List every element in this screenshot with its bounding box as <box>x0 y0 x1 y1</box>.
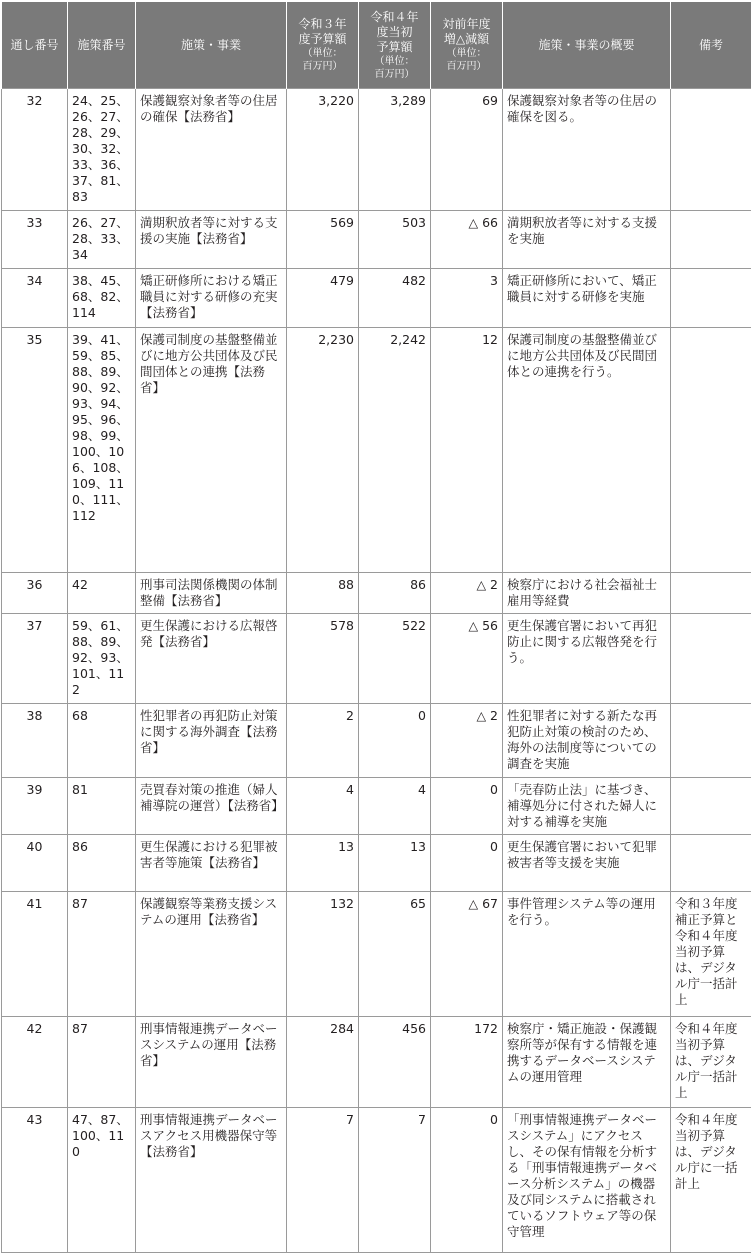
cell-budget-r3: 132 <box>287 892 359 1017</box>
table-row <box>2 269 751 328</box>
cell-budget-r3: 3,220 <box>287 89 359 211</box>
cell-measure: 満期釈放者等に対する支援の実施【法務省】 <box>136 211 287 269</box>
table-row <box>2 704 751 778</box>
cell-budget-r3: 2,230 <box>287 328 359 573</box>
cell-diff: 0 <box>431 1108 503 1253</box>
table-row <box>2 1108 751 1253</box>
cell-budget-r4: 86 <box>359 573 431 614</box>
header-diff-line: 対前年度 <box>442 17 490 31</box>
cell-seq: 34 <box>2 269 68 328</box>
cell-remarks <box>671 778 751 835</box>
cell-summary: 検察庁における社会福祉士雇用等経費 <box>503 573 671 614</box>
cell-budget-r4: 482 <box>359 269 431 328</box>
cell-budget-r3: 578 <box>287 614 359 704</box>
cell-budget-r4: 522 <box>359 614 431 704</box>
header-budget-r4-line: 予算額 <box>376 40 412 54</box>
cell-seq: 40 <box>2 835 68 892</box>
table-row <box>2 328 751 573</box>
cell-policy-no: 87 <box>68 892 136 1017</box>
cell-budget-r4: 0 <box>359 704 431 778</box>
cell-summary: 満期釈放者等に対する支援を実施 <box>503 211 671 269</box>
cell-policy-no: 47、87、100、110 <box>68 1108 136 1253</box>
cell-seq: 38 <box>2 704 68 778</box>
cell-policy-no: 81 <box>68 778 136 835</box>
cell-budget-r3: 284 <box>287 1017 359 1108</box>
header-unit: （単位： <box>433 47 500 60</box>
cell-remarks: 令和４年度当初予算は、デジタル庁に一括計上 <box>671 1108 751 1253</box>
cell-budget-r3: 88 <box>287 573 359 614</box>
cell-budget-r3: 4 <box>287 778 359 835</box>
header-budget-r4-line: 度当初 <box>376 25 412 39</box>
budget-table <box>1 2 751 1253</box>
table-row <box>2 573 751 614</box>
table-row <box>2 892 751 1017</box>
header-unit: 百万円） <box>433 60 500 73</box>
cell-budget-r3: 569 <box>287 211 359 269</box>
cell-budget-r4: 7 <box>359 1108 431 1253</box>
cell-remarks <box>671 573 751 614</box>
cell-diff: △ 2 <box>431 573 503 614</box>
cell-budget-r4: 456 <box>359 1017 431 1108</box>
header-remarks: 備考 <box>671 2 751 89</box>
cell-policy-no: 59、61、88、89、92、93、101、112 <box>68 614 136 704</box>
cell-policy-no: 38、45、68、82、114 <box>68 269 136 328</box>
cell-summary: 「売春防止法」に基づき、補導処分に付された婦人に対する補導を実施 <box>503 778 671 835</box>
cell-diff: 69 <box>431 89 503 211</box>
cell-policy-no: 87 <box>68 1017 136 1108</box>
cell-remarks <box>671 614 751 704</box>
header-policy-no: 施策番号 <box>68 2 136 89</box>
header-row <box>2 2 751 89</box>
cell-summary: 「刑事情報連携データベースシステム」にアクセスし、その保有情報を分析する「刑事情報連携データベース分析システム」の機器及び同システムに搭載されているソフトウェア等の保守管理 <box>503 1108 671 1253</box>
cell-remarks <box>671 211 751 269</box>
cell-remarks <box>671 89 751 211</box>
cell-remarks <box>671 269 751 328</box>
cell-summary: 性犯罪者に対する新たな再犯防止対策の検討のため、海外の法制度等についての調査を実施 <box>503 704 671 778</box>
cell-seq: 35 <box>2 328 68 573</box>
cell-diff: 172 <box>431 1017 503 1108</box>
cell-summary: 事件管理システム等の運用を行う。 <box>503 892 671 1017</box>
header-diff-line: 増△減額 <box>444 32 489 46</box>
cell-remarks: 令和３年度補正予算と令和４年度当初予算は、デジタル庁一括計上 <box>671 892 751 1017</box>
cell-policy-no: 42 <box>68 573 136 614</box>
cell-seq: 43 <box>2 1108 68 1253</box>
cell-measure: 保護司制度の基盤整備並びに地方公共団体及び民間団体との連携【法務省】 <box>136 328 287 573</box>
cell-measure: 矯正研修所における矯正職員に対する研修の充実【法務省】 <box>136 269 287 328</box>
cell-budget-r4: 13 <box>359 835 431 892</box>
cell-diff: △ 66 <box>431 211 503 269</box>
cell-remarks: 令和４年度当初予算は、デジタル庁一括計上 <box>671 1017 751 1108</box>
cell-diff: 0 <box>431 835 503 892</box>
cell-seq: 32 <box>2 89 68 211</box>
cell-diff: 12 <box>431 328 503 573</box>
table-row <box>2 89 751 211</box>
cell-measure: 刑事情報連携データベースシステムの運用【法務省】 <box>136 1017 287 1108</box>
cell-policy-no: 24、25、26、27、28、29、30、32、33、36、37、81、83 <box>68 89 136 211</box>
header-unit: （単位： <box>289 47 356 60</box>
cell-diff: △ 67 <box>431 892 503 1017</box>
cell-budget-r4: 503 <box>359 211 431 269</box>
cell-summary: 更生保護官署において犯罪被害者等支援を実施 <box>503 835 671 892</box>
header-budget-r3-line: 度予算額 <box>298 32 346 46</box>
header-unit: （単位： <box>361 55 428 68</box>
cell-budget-r4: 65 <box>359 892 431 1017</box>
cell-measure: 売買春対策の推進（婦人補導院の運営）【法務省】 <box>136 778 287 835</box>
table-row <box>2 778 751 835</box>
cell-measure: 保護観察対象者等の住居の確保【法務省】 <box>136 89 287 211</box>
cell-budget-r3: 479 <box>287 269 359 328</box>
cell-summary: 更生保護官署において再犯防止に関する広報啓発を行う。 <box>503 614 671 704</box>
cell-diff: △ 56 <box>431 614 503 704</box>
cell-policy-no: 26、27、28、33、34 <box>68 211 136 269</box>
header-budget-r3-line: 令和３年 <box>298 17 346 31</box>
cell-seq: 41 <box>2 892 68 1017</box>
cell-measure: 刑事情報連携データベースアクセス用機器保守等【法務省】 <box>136 1108 287 1253</box>
cell-measure: 刑事司法関係機関の体制整備【法務省】 <box>136 573 287 614</box>
cell-budget-r4: 3,289 <box>359 89 431 211</box>
cell-seq: 42 <box>2 1017 68 1108</box>
cell-diff: 0 <box>431 778 503 835</box>
cell-remarks <box>671 328 751 573</box>
cell-measure: 更生保護における犯罪被害者等施策【法務省】 <box>136 835 287 892</box>
header-unit: 百万円） <box>361 68 428 81</box>
cell-diff: 3 <box>431 269 503 328</box>
cell-policy-no: 39、41、59、85、88、89、90、92、93、94、95、96、98、99、100、106、108、109、110、111、112 <box>68 328 136 573</box>
table-row <box>2 211 751 269</box>
cell-seq: 37 <box>2 614 68 704</box>
header-budget-r4-line: 令和４年 <box>370 10 418 24</box>
cell-budget-r4: 2,242 <box>359 328 431 573</box>
cell-policy-no: 86 <box>68 835 136 892</box>
cell-remarks <box>671 835 751 892</box>
cell-summary: 検察庁・矯正施設・保護観察所等が保有する情報を連携するデータベースシステムの運用管理 <box>503 1017 671 1108</box>
cell-seq: 39 <box>2 778 68 835</box>
cell-policy-no: 68 <box>68 704 136 778</box>
cell-budget-r4: 4 <box>359 778 431 835</box>
header-unit: 百万円） <box>289 60 356 73</box>
header-measure: 施策・事業 <box>136 2 287 89</box>
cell-summary: 矯正研修所において、矯正職員に対する研修を実施 <box>503 269 671 328</box>
cell-budget-r3: 2 <box>287 704 359 778</box>
header-seq: 通し番号 <box>2 2 68 89</box>
cell-seq: 33 <box>2 211 68 269</box>
table-row <box>2 614 751 704</box>
cell-seq: 36 <box>2 573 68 614</box>
table-row <box>2 835 751 892</box>
table-row <box>2 1017 751 1108</box>
cell-summary: 保護観察対象者等の住居の確保を図る。 <box>503 89 671 211</box>
cell-measure: 保護観察等業務支援システムの運用【法務省】 <box>136 892 287 1017</box>
header-budget-r4 <box>359 2 431 89</box>
cell-budget-r3: 13 <box>287 835 359 892</box>
header-diff <box>431 2 503 89</box>
cell-measure: 更生保護における広報啓発【法務省】 <box>136 614 287 704</box>
cell-diff: △ 2 <box>431 704 503 778</box>
cell-summary: 保護司制度の基盤整備並びに地方公共団体及び民間団体との連携を行う。 <box>503 328 671 573</box>
cell-measure: 性犯罪者の再犯防止対策に関する海外調査【法務省】 <box>136 704 287 778</box>
header-summary: 施策・事業の概要 <box>503 2 671 89</box>
cell-budget-r3: 7 <box>287 1108 359 1253</box>
cell-remarks <box>671 704 751 778</box>
header-budget-r3 <box>287 2 359 89</box>
